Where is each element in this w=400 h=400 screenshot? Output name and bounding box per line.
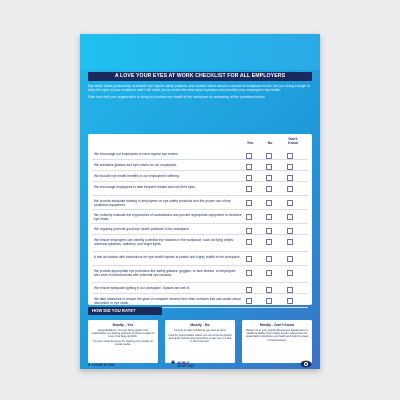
checklist-item-text: We subsidize glasses and eye exams for our employees. <box>94 163 178 167</box>
checkbox-no[interactable] <box>266 214 272 220</box>
intro-paragraph: Eye strain slows productivity, avoidable eye injuries delay projects, and unclear vision causes a myriad of workplace errors. Are you doing enough to keep the eyes of your workforce safe? We invite you to review the best ways to protect and prioritize your employees' eye health. <box>88 84 310 93</box>
checkbox-yes[interactable] <box>246 164 252 170</box>
checkbox-dont-know[interactable] <box>287 214 293 220</box>
checklist-item-text: We encourage employees to take frequent breaks and rest their eyes. <box>94 185 196 189</box>
checkbox-no[interactable] <box>266 153 272 159</box>
checkbox-dont-know[interactable] <box>287 186 293 192</box>
intro-text <box>88 84 312 101</box>
column-header-no: No <box>267 141 273 145</box>
checkbox-no[interactable] <box>266 298 272 304</box>
checkbox-no[interactable] <box>266 287 272 293</box>
logo-text-line2: SIGHT DAY <box>177 364 195 369</box>
checkbox-yes[interactable] <box>246 175 252 181</box>
result-heading: Mostly - Yes <box>112 323 134 327</box>
result-heading: Mostly - Don't Know <box>259 323 295 327</box>
checkbox-no[interactable] <box>266 239 272 245</box>
result-heading: Mostly - No <box>190 323 210 327</box>
result-card-yes <box>88 320 158 363</box>
checklist-row <box>92 255 308 266</box>
result-text: Let your networks know by sharing your results on social media. <box>93 340 153 347</box>
result-card-dont-know <box>242 320 312 363</box>
header-band <box>80 34 320 70</box>
checklist-item-text: A first aid station with instructions for eye health injuries is posted and highly visible in the workplace. <box>94 255 241 259</box>
checkbox-no[interactable] <box>266 175 272 181</box>
checkbox-yes[interactable] <box>246 214 252 220</box>
checkbox-no[interactable] <box>266 186 272 192</box>
checklist-item-text: We take measures to reduce the glare of computer screens and other surfaces that can cause visual discomfort or eye strain. <box>94 297 241 305</box>
checkbox-yes[interactable] <box>246 186 252 192</box>
checklist-item-text: We regularly promote good eye health practices in the workplace. <box>94 227 190 231</box>
column-header-dont-know: Don't Know <box>288 137 298 145</box>
checklist-row <box>92 213 308 224</box>
result-text: It's time to start prioritizing eye care at work. <box>173 329 227 332</box>
checkbox-dont-know[interactable] <box>287 175 293 181</box>
checklist-row <box>92 199 308 210</box>
column-header-yes: Yes <box>246 141 254 145</box>
eye-logo-icon <box>300 360 312 368</box>
checklist-card <box>88 134 312 305</box>
checkbox-dont-know[interactable] <box>287 256 293 262</box>
love-your-eyes-logo <box>88 362 115 367</box>
checkbox-dont-know[interactable] <box>287 228 293 234</box>
checkbox-dont-know[interactable] <box>287 200 293 206</box>
checkbox-yes[interactable] <box>246 287 252 293</box>
checklist-row <box>92 152 308 160</box>
result-text: Congratulations. You are doing great! Your organization is a shining example of what it means to Love Your Eyes at Work. <box>91 329 155 339</box>
checklist-sheet <box>80 34 320 369</box>
checkbox-yes[interactable] <box>246 298 252 304</box>
checkbox-no[interactable] <box>266 228 272 234</box>
checkbox-yes[interactable] <box>246 256 252 262</box>
checklist-item-text: We ensure employees can identify potential eye hazards in the workplace, such as flying debris, chemical splashes, radiation, and bright lights. <box>94 238 234 246</box>
checklist-item-text: We encourage our employees to have regular eye exams. <box>94 152 179 156</box>
checkbox-dont-know[interactable] <box>287 298 293 304</box>
checklist-row <box>92 163 308 171</box>
plus-pattern-icon: ✚ <box>171 360 176 366</box>
page-title: A LOVE YOUR EYES AT WORK CHECKLIST FOR ALL EMPLOYERS <box>88 72 312 81</box>
checkbox-dont-know[interactable] <box>287 287 293 293</box>
checkbox-dont-know[interactable] <box>287 164 293 170</box>
checkbox-yes[interactable] <box>246 270 252 276</box>
checklist-row <box>92 269 308 283</box>
logo-text-line1: WORLD <box>177 361 190 365</box>
checkbox-no[interactable] <box>266 256 272 262</box>
result-card-no <box>165 320 235 366</box>
checklist-row <box>92 238 308 252</box>
checklist-row <box>92 174 308 182</box>
logo-text: YOUR EYES <box>91 362 115 367</box>
checklist-row <box>92 227 308 235</box>
world-sight-day-logo <box>171 362 194 369</box>
checklist-item-text: We provide appropriate eye protection like safety glasses, goggles, or face shields, to employees who work in environments with potential eye hazards. <box>94 269 236 277</box>
checkbox-yes[interactable] <box>246 239 252 245</box>
checkbox-no[interactable] <box>266 270 272 276</box>
checkbox-no[interactable] <box>266 164 272 170</box>
checkbox-yes[interactable] <box>246 200 252 206</box>
result-text: Look for opportunities where you can improve quickly and apply policies and processes to get you on track in the long-term. <box>168 333 232 344</box>
footer <box>80 360 320 369</box>
checklist-item-text: We provide adequate training to employees on eye safety protocols and the proper use of eye protection equipment. <box>94 199 231 207</box>
checkbox-dont-know[interactable] <box>287 153 293 159</box>
checkbox-yes[interactable] <box>246 153 252 159</box>
checkbox-no[interactable] <box>266 200 272 206</box>
checkbox-yes[interactable] <box>246 228 252 234</box>
checklist-row <box>92 286 308 294</box>
checkbox-dont-know[interactable] <box>287 270 293 276</box>
checklist-item-text: We routinely evaluate the ergonomics of workstations and provide appropriate equipment to minimize eye strain. <box>94 213 242 221</box>
checklist-item-text: We ensure adequate lighting in our workplace. Spaces are well lit. <box>94 286 191 290</box>
checklist-row <box>92 185 308 196</box>
checklist-item-text: We include eye health benefits in our employment offering. <box>94 174 180 178</box>
intro-paragraph: Rate how well your organization is doing to prioritize eye health in the workplace by answering all the questions below: <box>88 94 266 99</box>
result-text: Reach out to your Human Resources Department or Health & Safety Team today to learn about how the organization prioritizes eye health and look for areas of improvement. <box>245 329 309 342</box>
rate-heading: HOW DID YOU RATE? <box>88 307 162 315</box>
heart-icon: ♥ <box>88 362 91 367</box>
checkbox-dont-know[interactable] <box>287 239 293 245</box>
